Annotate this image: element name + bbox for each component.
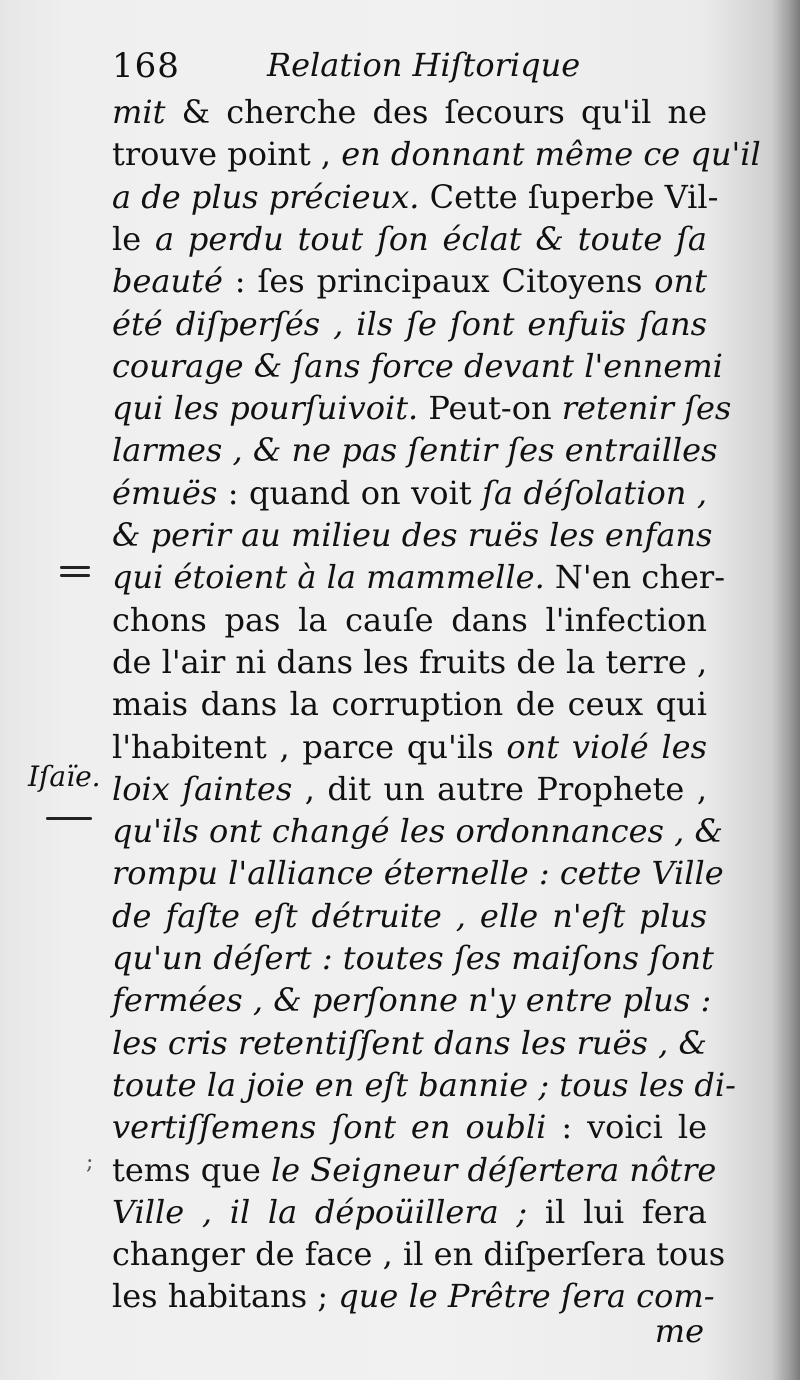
- roman-text: : quand on voit: [217, 473, 483, 512]
- text-line: [112, 1192, 707, 1234]
- italic-text: de faſte eſt détruite , elle n'eſt plus: [112, 896, 707, 935]
- roman-text: il lui fera: [527, 1192, 708, 1231]
- page-number: 168: [112, 46, 180, 86]
- roman-text: trouve point ,: [112, 135, 342, 174]
- italic-text: fermées , & perſonne n'y entre plus :: [112, 981, 712, 1020]
- roman-text: Cette ſuperbe Vil-: [419, 177, 719, 216]
- text-line: [112, 1065, 736, 1107]
- roman-text: : voici le: [546, 1108, 708, 1147]
- text-line: [112, 261, 707, 303]
- text-line: [112, 92, 707, 134]
- italic-text: le Seigneur déſertera nôtre: [270, 1150, 717, 1189]
- text-line: [112, 473, 707, 515]
- italic-text: retenir ſes: [561, 389, 732, 428]
- italic-text: ont: [654, 262, 707, 301]
- page-header: [112, 40, 712, 90]
- text-line: [112, 1107, 707, 1149]
- text-line: [112, 430, 718, 472]
- italic-text: larmes , & ne pas ſentir ſes entrailles: [112, 431, 718, 470]
- roman-text: mais dans la corruption de ceux qui: [112, 685, 707, 724]
- text-line: [112, 1023, 707, 1065]
- text-line: [112, 134, 761, 176]
- text-line: [112, 515, 713, 557]
- text-line: [112, 304, 707, 346]
- roman-text: les habitans ;: [112, 1277, 339, 1316]
- text-line: [112, 811, 723, 853]
- text-line: [112, 642, 707, 684]
- text-line: [112, 600, 707, 642]
- italic-text: émuës: [112, 473, 218, 512]
- italic-text: été diſperſés , ils ſe ſont enfuïs ſans: [112, 304, 707, 343]
- roman-text: tems que: [112, 1150, 271, 1189]
- italic-text: qui les pourſuivoit.: [112, 389, 419, 428]
- roman-text: chons pas la cauſe dans l'infection: [112, 600, 707, 639]
- italic-text: en donnant même ce qu'il: [341, 135, 761, 174]
- italic-text: a perdu tout ſon éclat & toute ſa: [155, 219, 708, 258]
- text-line: [112, 219, 707, 261]
- italic-text: beauté: [112, 262, 223, 301]
- text-line: [112, 896, 707, 938]
- roman-text: : ſes principaux Citoyens: [222, 262, 655, 301]
- italic-text: vertiſſemens ſont en oubli: [112, 1108, 547, 1147]
- margin-speck: ;: [86, 1150, 94, 1175]
- italic-text: courage & ſans force devant l'ennemi: [112, 346, 723, 385]
- text-line: [112, 938, 714, 980]
- running-title: Relation Hiſtorique: [267, 46, 581, 84]
- italic-text: les cris retentiſſent dans les ruës , &: [112, 1023, 707, 1062]
- italic-text: a de plus précieux.: [112, 177, 420, 216]
- text-line: [112, 684, 707, 726]
- italic-text: rompu l'alliance éternelle : cette Ville: [112, 854, 724, 893]
- text-line: [112, 1234, 726, 1276]
- italic-text: ſa déſolation ,: [482, 473, 708, 512]
- text-line: [112, 853, 724, 895]
- text-line: [112, 1150, 717, 1192]
- margin-note-isaie: Iſaïe.: [28, 760, 101, 793]
- catchword: me: [654, 1312, 704, 1350]
- roman-text: l'habitent , parce qu'ils: [112, 727, 507, 766]
- page-edge-shadow: [772, 0, 800, 1380]
- italic-text: qu'un déſert : toutes ſes maiſons ſont: [112, 939, 714, 977]
- text-line: [112, 388, 732, 430]
- text-line: [112, 727, 707, 769]
- text-line: [112, 346, 723, 388]
- italic-text: loix ſaintes: [112, 769, 293, 808]
- roman-text: de l'air ni dans les fruits de la terre ,: [112, 642, 708, 681]
- roman-text: Peut-on: [418, 389, 562, 428]
- margin-double-dash-bottom: [60, 574, 90, 577]
- italic-text: toute la joie en eſt bannie ; tous les di-: [112, 1065, 736, 1104]
- italic-text: Ville , il la dépoüillera ;: [112, 1192, 528, 1231]
- text-line: [112, 1276, 715, 1318]
- italic-text: ont violé les: [506, 727, 707, 766]
- text-line: [112, 177, 719, 219]
- italic-text: & perir au milieu des ruës les enfans: [112, 516, 713, 554]
- roman-text: & cherche des ſecours qu'il ne: [165, 93, 707, 131]
- margin-dash: [46, 817, 92, 820]
- roman-text: le: [112, 219, 156, 258]
- margin-double-dash-top: [60, 566, 90, 569]
- roman-text: N'en cher-: [544, 558, 725, 597]
- italic-text: qu'ils ont changé les ordonnances , &: [112, 812, 723, 851]
- text-line: [112, 769, 707, 811]
- roman-text: changer de face , il en diſperſera tous: [112, 1235, 726, 1274]
- roman-text: , dit un autre Prophete ,: [292, 769, 707, 808]
- italic-text: que le Prêtre ſera com-: [338, 1277, 715, 1316]
- italic-text: mit: [112, 93, 166, 131]
- text-line: [112, 557, 725, 599]
- text-line: [112, 980, 712, 1022]
- italic-text: qui étoient à la mammelle.: [112, 558, 545, 597]
